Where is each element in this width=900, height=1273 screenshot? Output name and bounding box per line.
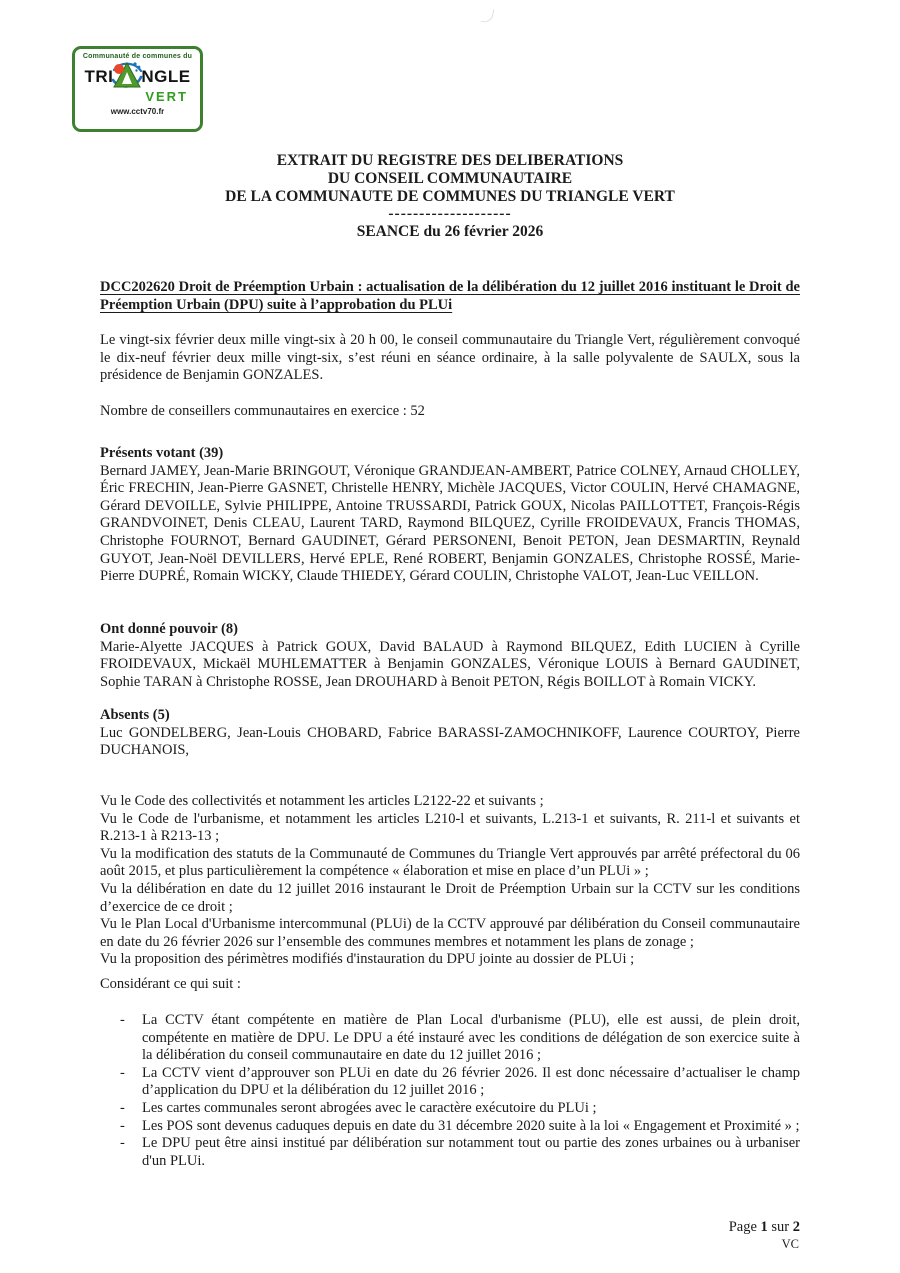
scan-artifact bbox=[481, 7, 495, 24]
counsellor-count-line: Nombre de conseillers communautaires en exercice : 52 bbox=[100, 403, 425, 419]
list-item bbox=[100, 1012, 800, 1065]
presents-title: Présents votant (39) bbox=[100, 445, 224, 461]
vu-clauses-block bbox=[100, 793, 800, 969]
vu-clause: Vu le Code de l'urbanisme, et notamment les articles L210-l et suivants, L.213-1 et suivants, R. 211-l et suivants et R.213-1 à R213-13 ; bbox=[100, 810, 800, 845]
vu-clause: Vu la délibération en date du 12 juillet 2016 instaurant le Droit de Préemption Urbain sur la CCTV sur les conditions d’exercice de ce droit ; bbox=[100, 880, 800, 915]
page-total: 2 bbox=[792, 1219, 800, 1235]
list-item bbox=[100, 1100, 800, 1118]
vu-clause: Vu le Code des collectivités et notamment les articles L2122-22 et suivants ; bbox=[100, 793, 544, 809]
document-title-block bbox=[100, 152, 800, 241]
bullet-dash: - bbox=[120, 1012, 125, 1028]
logo-word-ngle: NGLE bbox=[141, 67, 191, 86]
seance-date-line: SEANCE du 26 février 2026 bbox=[356, 223, 544, 241]
presents-names: Bernard JAMEY, Jean-Marie BRINGOUT, Véronique GRANDJEAN-AMBERT, Patrice COLNEY, Arnaud CHOLLEY, Éric FRECHIN, Jean-Pierre GASNET, Christelle HENRY, Michèle JACQUES, Victor COULIN, Hervé CHAMAGNE, Gérard DEVOILLE, Sylvie PHILIPPE, Antoine TRUSSARDI, Patrick GOUX, Nicolas PAILLOTTET, François-Régis GRANDVOINET, Denis CLEAU, Laurent TARD, Raymond BILQUEZ, Cyrille FROIDEVAUX, Francis THOMAS, Christophe FOURNOT, Bernard GAUDINET, Gérard PERSONENI, Benoit PETON, Jean DESMARTIN, Reynald GUYOT, Jean-Noël DEVILLERS, Hervé EPLE, René ROBERT, Benjamin GONZALES, Christophe ROSSÉ, Marie-Pierre DUPRÉ, Romain WICKY, Claude THIEDEY, Gérard COULIN, Christophe VALOT, Jean-Luc VEILLON. bbox=[100, 462, 800, 585]
footer-initials: VC bbox=[781, 1237, 799, 1251]
considering-intro: Considérant ce qui suit : bbox=[100, 976, 241, 992]
subject-heading bbox=[100, 279, 800, 314]
logo-tagline: Communauté de communes du bbox=[82, 53, 193, 60]
absents-names: Luc GONDELBERG, Jean-Louis CHOBARD, Fabrice BARASSI-ZAMOCHNIKOFF, Laurence COURTOY, Pierre DUCHANOIS, bbox=[100, 724, 800, 759]
bullet-dash: - bbox=[120, 1117, 125, 1134]
bullet-dash: - bbox=[120, 1135, 125, 1152]
powers-title: Ont donné pouvoir (8) bbox=[100, 621, 238, 637]
list-item bbox=[100, 1135, 800, 1170]
vu-clause: Vu la proposition des périmètres modifiés d'instauration du DPU jointe au dossier de PLUi ; bbox=[100, 951, 635, 968]
list-item-text: Les POS sont devenus caduques depuis en date du 31 décembre 2020 suite à la loi « Engagement et Proximité » ; bbox=[142, 1117, 800, 1134]
page-word: Page bbox=[728, 1219, 757, 1235]
list-item bbox=[100, 1118, 800, 1136]
list-item-text: Les cartes communales seront abrogées avec le caractère exécutoire du PLUi ; bbox=[142, 1099, 597, 1116]
logo-website-url: www.cctv70.fr bbox=[110, 107, 165, 116]
title-line-2: DU CONSEIL COMMUNAUTAIRE bbox=[327, 169, 573, 187]
title-separator: -------------------- bbox=[388, 205, 512, 223]
org-logo bbox=[72, 46, 203, 132]
section-absents bbox=[100, 707, 800, 760]
bullet-dash: - bbox=[120, 1064, 125, 1081]
title-line-1: EXTRAIT DU REGISTRE DES DELIBERATIONS bbox=[276, 152, 624, 169]
triangle-vert-icon bbox=[111, 60, 143, 97]
sur-word: sur bbox=[771, 1219, 790, 1235]
list-item-text: La CCTV étant compétente en matière de Plan Local d'urbanisme (PLU), elle est aussi, de plein droit, compétente en matière de DPU. Le DPU a été instauré avec les conditions de délégation de son exercice suite à la délibération du conseil communautaire en date du 12 juillet 2016 ; bbox=[142, 1012, 800, 1064]
list-item bbox=[100, 1065, 800, 1100]
page-number: 1 bbox=[760, 1219, 768, 1235]
title-line-3: DE LA COMMUNAUTE DE COMMUNES DU TRIANGLE VERT bbox=[225, 187, 675, 205]
page-number-line bbox=[640, 1219, 800, 1236]
logo-word-vert: VERT bbox=[145, 89, 188, 104]
vu-clause: Vu la modification des statuts de la Communauté de Communes du Triangle Vert approuvés par arrêté préfectoral du 06 août 2015, et plus particulièrement la compétence « élaboration et mise en place d’un PLUi » ; bbox=[100, 845, 800, 880]
opening-paragraph: Le vingt-six février deux mille vingt-six à 20 h 00, le conseil communautaire du Triangle Vert, régulièrement convoqué le dix-neuf février deux mille vingt-six, s’est réuni en séance ordinaire, à la salle polyvalente de SAULX, sous la présidence de Benjamin GONZALES. bbox=[100, 332, 800, 384]
page-footer bbox=[640, 1219, 800, 1253]
section-powers bbox=[100, 621, 800, 691]
powers-names: Marie-Alyette JACQUES à Patrick GOUX, David BALAUD à Raymond BILQUEZ, Edith LUCIEN à Cyrille FROIDEVAUX, Mickaël MUHLEMATTER à Benjamin GONZALES, Véronique LOUIS à Bernard GAUDINET, Sophie TARAN à Christophe ROSSE, Jean DROUHARD à Benoit PETON, Régis BOILLOT à Romain VICKY. bbox=[100, 638, 800, 690]
section-presents bbox=[100, 445, 800, 586]
bullet-dash: - bbox=[120, 1099, 125, 1116]
subject-heading-text: DCC202620 Droit de Préemption Urbain : actualisation de la délibération du 12 juillet 2016 instituant le Droit de Préemption Urbain (DPU) suite à l’approbation du PLUi bbox=[100, 279, 800, 313]
list-item-text: Le DPU peut être ainsi institué par délibération sur notamment tout ou partie des zones urbaines ou à urbaniser d'un PLUi. bbox=[142, 1135, 800, 1169]
considering-list bbox=[100, 1012, 800, 1170]
vu-clause: Vu le Plan Local d'Urbanisme intercommunal (PLUi) de la CCTV approuvé par délibération du Conseil communautaire en date du 26 février 2026 sur l’ensemble des communes membres et notamment les plans de zonage ; bbox=[100, 916, 800, 950]
absents-title: Absents (5) bbox=[100, 707, 170, 723]
logo-word-tri: TRI bbox=[84, 67, 114, 86]
list-item-text: La CCTV vient d’approuver son PLUi en date du 26 février 2026. Il est donc nécessaire d’actualiser le champ d’application du DPU et la délibération du 12 juillet 2016 ; bbox=[142, 1064, 800, 1099]
